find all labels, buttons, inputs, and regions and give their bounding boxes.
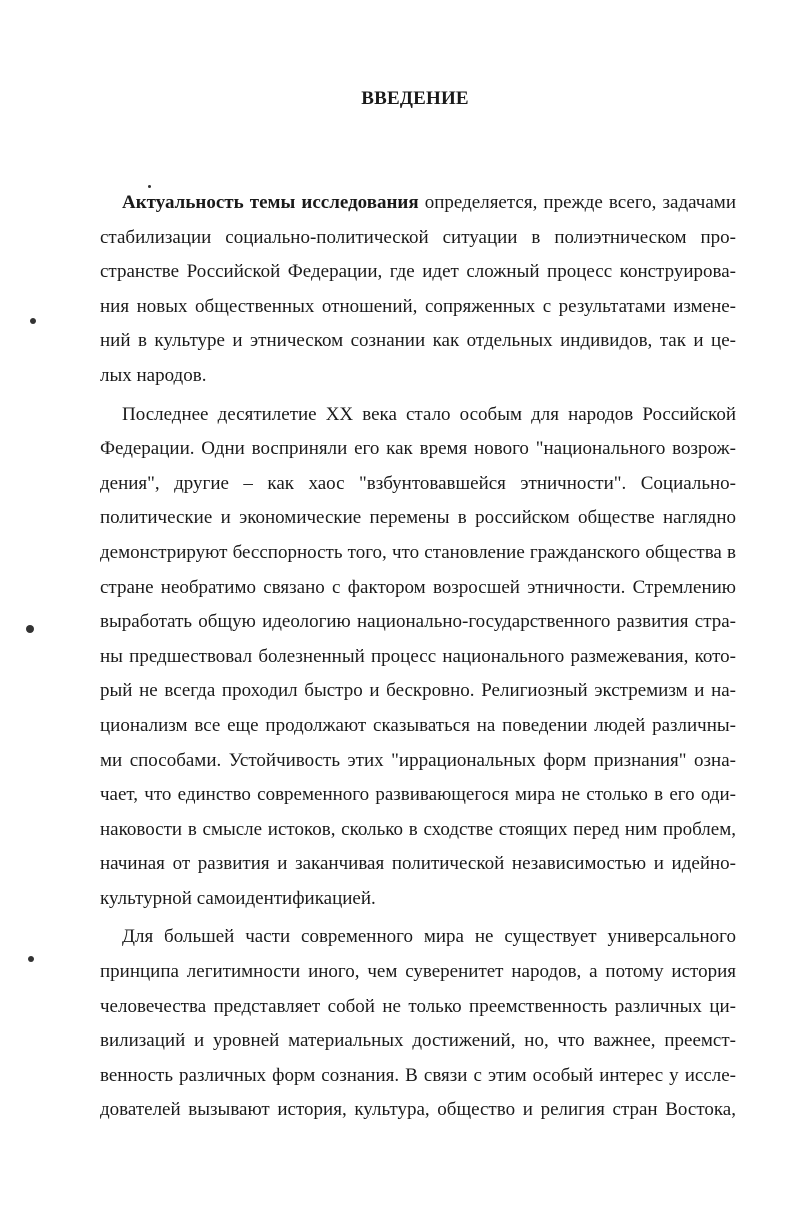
text-line: ны предшествовал болезненный процесс национального размежевания, кото-	[100, 645, 736, 667]
page-title: ВВЕДЕНИЕ	[361, 88, 469, 109]
text-line: вилизаций и уровней материальных достижений, но, что важнее, преемст-	[100, 1030, 736, 1052]
scan-speck-decoration	[28, 956, 34, 962]
scan-speck-decoration	[26, 625, 34, 633]
text-line	[100, 186, 736, 221]
text-line: рый не всегда проходил быстро и бескровно. Религиозный экстремизм и на-	[100, 680, 736, 702]
text-line: Для большей части современного мира не существует универсального	[122, 926, 736, 948]
text-fragment: определяется, прежде всего, задачами	[418, 192, 736, 213]
text-line: демонстрируют бесспорность того, что становление гражданского общества в	[100, 541, 736, 563]
text-line: чает, что единство современного развивающегося мира не столько в его оди-	[100, 784, 736, 806]
text-line: выработать общую идеологию национально-государственного развития стра-	[100, 611, 736, 633]
text-line: человечества представляет собой не только преемственность различных ци-	[100, 995, 736, 1017]
paragraph-1	[100, 186, 736, 394]
text-line: лых народов.	[100, 364, 207, 386]
text-line: ми способами. Устойчивость этих "иррациональных форм признания" озна-	[100, 749, 736, 771]
bold-lead-phrase: Актуальность темы исследования	[122, 192, 419, 213]
text-line: начиная от развития и заканчивая политической независимостью и идейно-	[100, 853, 736, 875]
text-line: ний в культуре и этническом сознании как отдельных индивидов, так и це-	[100, 330, 736, 352]
text-line: ния новых общественных отношений, сопряженных с результатами измене-	[100, 295, 736, 317]
text-line: стабилизации социально-политической ситуации в полиэтническом про-	[100, 226, 736, 248]
text-line: странстве Российской Федерации, где идет сложный процесс конструирова-	[100, 261, 736, 283]
document-body	[100, 186, 736, 1128]
scan-speck-decoration	[148, 185, 151, 188]
text-line: венность различных форм сознания. В связи с этим особый интерес у иссле-	[100, 1064, 736, 1086]
text-line: ционализм все еще продолжают сказываться на поведении людей различны-	[100, 714, 736, 736]
text-line: стране необратимо связано с фактором возросшей этничности. Стремлению	[100, 576, 736, 598]
text-line: дения", другие – как хаос "взбунтовавшейся этничности". Социально-	[100, 472, 736, 494]
text-line: культурной самоидентификацией.	[100, 887, 376, 909]
text-line: Последнее десятилетие XX века стало особым для народов Российской	[122, 403, 736, 425]
text-line: Федерации. Одни восприняли его как время нового "национального возрож-	[100, 438, 736, 460]
scan-speck-decoration	[30, 318, 36, 324]
paragraph-3	[100, 920, 736, 1128]
text-line: принципа легитимности иного, чем суверенитет народов, а потому история	[100, 961, 736, 983]
text-line: дователей вызывают история, культура, общество и религия стран Востока,	[100, 1099, 736, 1121]
text-line: политические и экономические перемены в российском обществе наглядно	[100, 507, 736, 529]
paragraph-2	[100, 398, 736, 917]
text-line: наковости в смысле истоков, сколько в сходстве стоящих перед ним проблем,	[100, 818, 736, 840]
